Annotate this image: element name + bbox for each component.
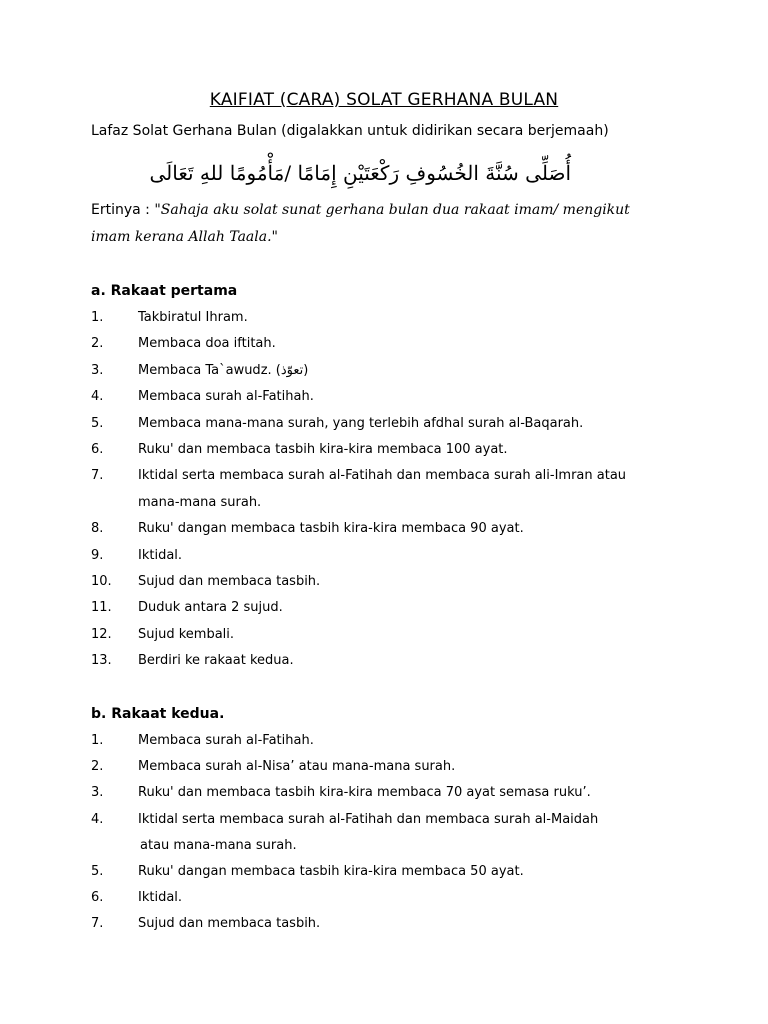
list-item-text xyxy=(138,653,294,668)
list-item-label: Iktidal serta membaca surah al-Fatihah dan membaca surah ali-Imran atau xyxy=(138,468,627,484)
list-item-number: 9. xyxy=(91,547,104,563)
list-item-label: Membaca surah al-Fatihah. xyxy=(138,389,314,405)
ertinya-translation-2: imam kerana Allah Taala." xyxy=(91,229,278,245)
list-item-number: 10. xyxy=(91,574,112,589)
list-item-text xyxy=(138,389,314,404)
list-item-number: 6. xyxy=(91,442,104,457)
list-item-number: 3. xyxy=(91,362,104,378)
list-item-text xyxy=(138,733,314,748)
list-item-number: 4. xyxy=(91,811,104,827)
list-item-text xyxy=(138,310,248,325)
list-item-number: 13. xyxy=(91,653,112,669)
document-title: KAIFIAT (CARA) SOLAT GERHANA BULAN xyxy=(209,90,559,110)
list-item-text xyxy=(138,627,234,642)
list-item-continuation: atau mana-mana surah. xyxy=(140,837,297,853)
list-item-number: 2. xyxy=(91,336,104,352)
list-item-number: 7. xyxy=(91,468,104,484)
list-item-number: 1. xyxy=(91,310,104,325)
list-item-label: Sujud dan membaca tasbih. xyxy=(138,574,321,589)
list-item-text xyxy=(138,916,320,931)
intro-text: Lafaz Solat Gerhana Bulan (digalakkan untuk didirikan secara berjemaah) xyxy=(91,123,609,139)
list-item-label: Ruku' dan membaca tasbih kira-kira membaca 70 ayat semasa ruku’. xyxy=(138,785,591,801)
list-item-label: Sujud dan membaca tasbih. xyxy=(138,916,321,932)
list-item-label: Membaca doa iftitah. xyxy=(138,336,276,352)
list-item-text xyxy=(138,521,524,536)
list-item-number: 7. xyxy=(91,916,104,932)
list-item-text xyxy=(138,600,283,615)
list-item-label: Membaca surah al-Nisa’ atau mana-mana surah. xyxy=(138,759,456,775)
list-item-label: Membaca mana-mana surah, yang terlebih afdhal surah al-Baqarah. xyxy=(138,415,584,431)
list-item-label: Iktidal. xyxy=(138,890,183,906)
list-item-number: 2. xyxy=(91,759,104,775)
list-item-number: 12. xyxy=(91,626,112,642)
list-item-number: 8. xyxy=(91,521,104,537)
list-item-label: Ruku' dangan membaca tasbih kira-kira membaca 90 ayat. xyxy=(138,521,524,537)
list-item-label: Sujud kembali. xyxy=(138,626,235,642)
list-item-label: Iktidal serta membaca surah al-Fatihah dan membaca surah al-Maidah xyxy=(138,811,599,827)
list-item-text xyxy=(138,785,591,800)
list-item-text xyxy=(138,442,508,457)
list-item-tail: ) xyxy=(303,362,309,378)
list-item-number: 5. xyxy=(91,864,104,879)
list-item-text xyxy=(138,363,308,378)
list-item-text xyxy=(138,574,320,589)
list-item-label: Duduk antara 2 sujud. xyxy=(138,600,283,616)
list-item-text xyxy=(138,468,626,483)
list-item-number: 6. xyxy=(91,890,104,906)
section-a-heading: a. Rakaat pertama xyxy=(91,283,238,299)
list-item-number: 1. xyxy=(91,733,104,748)
list-item-continuation: mana-mana surah. xyxy=(138,494,262,510)
list-item-number: 3. xyxy=(91,785,104,801)
list-item-label: Berdiri ke rakaat kedua. xyxy=(138,653,294,669)
ertinya-line-1 xyxy=(91,202,630,218)
list-item-label: Ruku' dangan membaca tasbih kira-kira membaca 50 ayat. xyxy=(138,864,524,879)
arabic-niat: أُصَلِّى سُنَّةَ الخُسُوفِ رَكْعَتَيْنِ إِمَامًا /مَأْمُومًا للهِ تَعَالَى xyxy=(149,161,571,185)
list-item-label: Iktidal. xyxy=(138,547,183,563)
arabic-inline-text: تعوّذ xyxy=(280,362,304,378)
list-item-text xyxy=(138,890,182,905)
list-item-text xyxy=(138,759,455,774)
list-item-text xyxy=(138,548,182,563)
list-item-label: Ruku' dan membaca tasbih kira-kira membaca 100 ayat. xyxy=(138,442,508,457)
ertinya-translation-1: "Sahaja aku solat sunat gerhana bulan dua rakaat imam/ mengikut xyxy=(154,202,630,218)
list-item-text xyxy=(138,416,583,431)
list-item-text xyxy=(138,336,276,351)
list-item-number: 4. xyxy=(91,389,104,405)
section-b-heading: b. Rakaat kedua. xyxy=(91,706,225,722)
list-item-label: Takbiratul Ihram. xyxy=(138,310,248,325)
list-item-text xyxy=(138,812,598,827)
list-item-label: Membaca surah al-Fatihah. xyxy=(138,733,314,748)
list-item-number: 11. xyxy=(91,600,112,616)
list-item-number: 5. xyxy=(91,415,104,431)
list-item-label: Membaca Ta`awudz. ( xyxy=(138,362,281,378)
ertinya-label: Ertinya : xyxy=(91,202,150,218)
list-item-text xyxy=(138,864,524,879)
